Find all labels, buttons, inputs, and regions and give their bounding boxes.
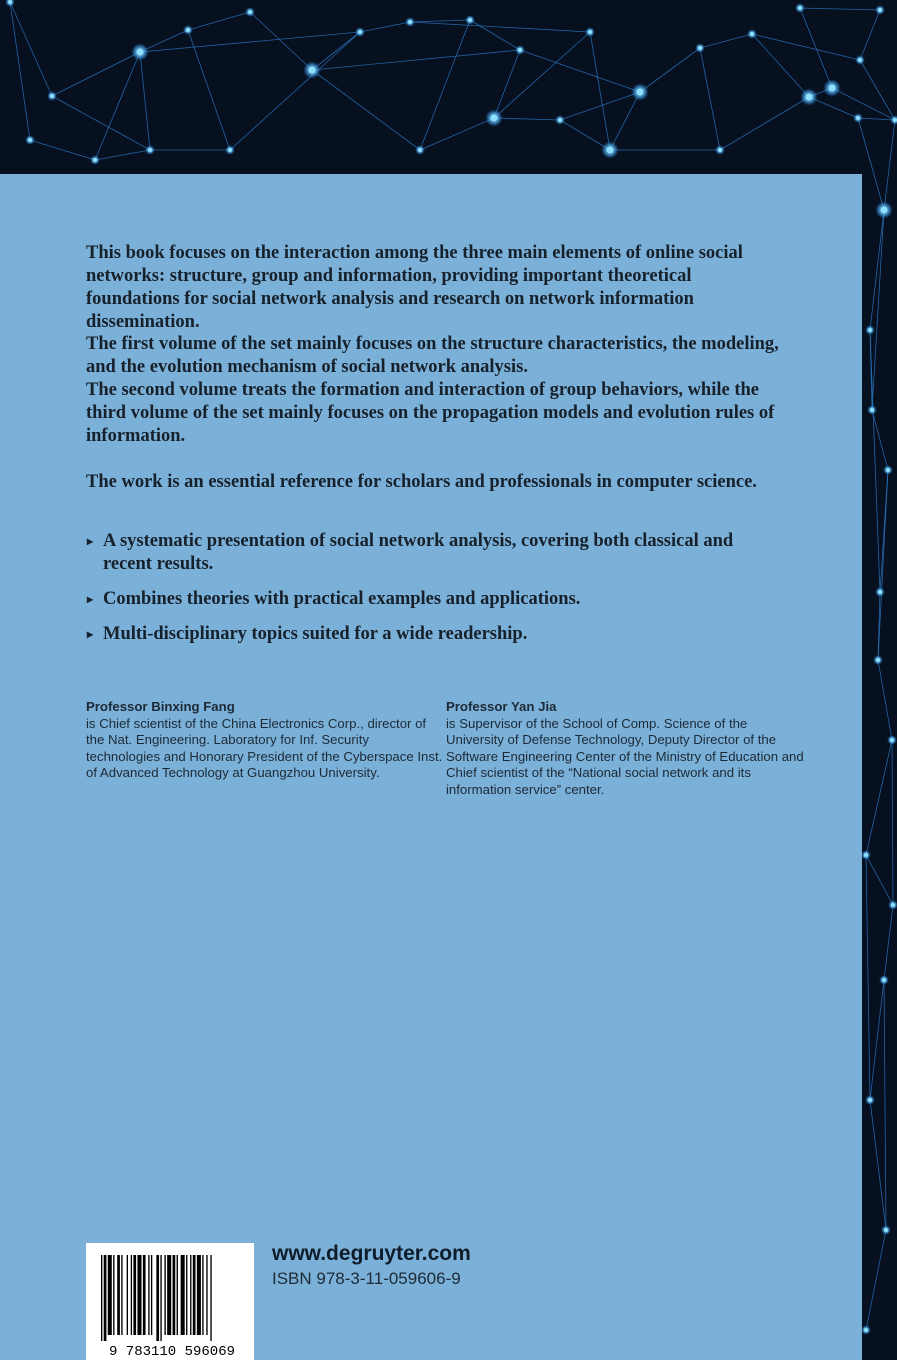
network-node: [137, 49, 144, 56]
barcode-bar: [137, 1255, 141, 1335]
network-link: [188, 12, 250, 30]
network-link: [470, 20, 520, 50]
barcode-bar: [164, 1255, 165, 1335]
network-node: [491, 115, 498, 122]
network-link: [420, 118, 494, 150]
barcode-bar: [104, 1255, 107, 1341]
barcode-bar: [101, 1255, 102, 1341]
barcode-bar: [210, 1255, 211, 1341]
network-node: [309, 67, 316, 74]
barcode-bar: [121, 1255, 122, 1335]
feature-item: [86, 623, 786, 646]
network-node: [858, 58, 862, 62]
barcode-bar: [177, 1255, 178, 1335]
network-link: [884, 120, 895, 210]
network-link: [312, 50, 520, 70]
network-link: [866, 855, 870, 1100]
network-link: [52, 52, 140, 96]
network-node: [418, 148, 422, 152]
author-bio-1: [86, 699, 446, 782]
feature-text: Multi-disciplinary topics suited for a wide readership.: [103, 624, 528, 644]
blurb-paragraph-1: This book focuses on the interaction among the three main elements of online social networks: structure, group and information, providing important theoretical foundations for social network analysis and research on network information dissemination.: [86, 243, 743, 332]
network-link: [860, 10, 880, 60]
blurb-paragraph-2-line-2: The second volume treats the formation and interaction of group behaviors, while the third volume of the set mainly focuses on the propagation models and evolution rules of information.: [86, 380, 775, 446]
barcode-bar: [167, 1255, 171, 1335]
barcode-bar: [156, 1255, 159, 1341]
feature-text: Combines theories with practical examples and applications.: [103, 589, 581, 609]
network-node: [884, 1228, 888, 1232]
network-node: [186, 28, 190, 32]
barcode-bar: [160, 1255, 161, 1341]
network-node: [468, 18, 472, 22]
network-node: [358, 30, 362, 34]
barcode-bar: [186, 1255, 187, 1335]
isbn-number: ISBN 978-3-11-059606-9: [272, 1269, 461, 1288]
barcode-bar: [117, 1255, 120, 1335]
network-node: [891, 903, 895, 907]
network-node: [228, 148, 232, 152]
barcode-bar: [197, 1255, 201, 1335]
network-node: [890, 738, 894, 742]
network-link: [884, 905, 893, 980]
network-link: [312, 32, 360, 70]
network-link: [866, 740, 892, 855]
network-link: [700, 34, 752, 48]
barcode-bar: [193, 1255, 196, 1335]
network-link: [752, 34, 860, 60]
barcode-bar: [202, 1255, 203, 1335]
barcode-bar: [206, 1255, 207, 1335]
network-link: [30, 140, 95, 160]
triangle-bullet-icon: ▸: [87, 534, 94, 548]
feature-item: [86, 588, 786, 611]
network-node: [698, 46, 702, 50]
network-node: [829, 85, 836, 92]
network-node: [881, 207, 888, 214]
feature-list: [86, 530, 786, 658]
feature-item: [86, 530, 786, 576]
network-link: [858, 118, 895, 120]
network-node: [93, 158, 97, 162]
network-link: [590, 32, 610, 150]
blurb-paragraph-2-line-1: The first volume of the set mainly focuses on the structure characteristics, the modeling, and the evolution mechanism of social network analysis.: [86, 334, 779, 377]
triangle-bullet-icon: ▸: [87, 627, 94, 641]
network-node: [408, 20, 412, 24]
author-bio-text: is Chief scientist of the China Electronics Corp., director of the Nat. Engineering. Laboratory for Inf. Security technologies and Honorary President of the Cyberspace Inst. of Advanced Technology at Guangzhou University.: [86, 715, 443, 780]
network-link: [640, 48, 700, 92]
author-bio-2: [446, 699, 806, 798]
network-link: [140, 52, 150, 150]
network-link: [884, 980, 886, 1230]
author-bio-text: is Supervisor of the School of Comp. Science of the University of Defense Technology, Deputy Director of the Software Engineering Center of the Ministry of Education and Chief scientist of the “National social network and its information service” center.: [446, 715, 804, 797]
network-node: [868, 1098, 872, 1102]
network-node: [558, 118, 562, 122]
network-link: [866, 1230, 886, 1330]
network-link: [866, 855, 893, 905]
triangle-bullet-icon: ▸: [87, 592, 94, 606]
network-node: [878, 8, 882, 12]
network-link: [95, 52, 140, 160]
network-node: [750, 32, 754, 36]
network-link: [312, 70, 420, 150]
network-link: [520, 50, 640, 92]
network-link: [410, 22, 590, 32]
network-node: [518, 48, 522, 52]
network-link: [800, 8, 832, 88]
network-link: [870, 980, 884, 1100]
network-node: [876, 658, 880, 662]
barcode-bar: [127, 1255, 128, 1335]
network-link: [10, 2, 52, 96]
blurb-paragraph-3: The work is an essential reference for scholars and professionals in computer science.: [86, 472, 757, 492]
network-link: [892, 740, 893, 905]
network-link: [752, 34, 809, 97]
barcode-bar: [181, 1255, 185, 1335]
author-name: Professor Binxing Fang: [86, 699, 235, 714]
network-node: [864, 853, 868, 857]
back-cover-panel: [0, 174, 862, 1360]
network-node: [607, 147, 614, 154]
publisher-website[interactable]: www.degruyter.com: [272, 1242, 471, 1265]
network-link: [188, 30, 230, 150]
barcode-bar: [133, 1255, 136, 1335]
network-node: [637, 89, 644, 96]
network-link: [870, 330, 880, 592]
network-node: [28, 138, 32, 142]
network-node: [8, 0, 12, 4]
network-link: [800, 8, 880, 10]
network-node: [893, 118, 897, 122]
network-link: [870, 1100, 886, 1230]
author-name: Professor Yan Jia: [446, 699, 557, 714]
network-node: [806, 94, 813, 101]
network-link: [420, 20, 470, 150]
barcode-bar: [151, 1255, 152, 1335]
network-link: [872, 210, 884, 410]
network-node: [864, 1328, 868, 1332]
network-link: [878, 470, 888, 660]
network-node: [868, 328, 872, 332]
network-link: [494, 118, 560, 120]
network-link: [494, 50, 520, 118]
feature-text: A systematic presentation of social network analysis, covering both classical and recent results.: [103, 531, 734, 574]
barcode-bar: [143, 1255, 146, 1335]
barcode-digits: 9 783110 596069: [108, 1344, 236, 1360]
network-node: [718, 148, 722, 152]
barcode-bar: [108, 1255, 112, 1335]
isbn-barcode: [86, 1243, 254, 1360]
network-node: [870, 408, 874, 412]
network-link: [878, 660, 892, 740]
network-link: [140, 32, 360, 52]
network-node: [886, 468, 890, 472]
network-link: [870, 210, 884, 330]
network-node: [882, 978, 886, 982]
network-node: [588, 30, 592, 34]
network-node: [50, 94, 54, 98]
barcode-bar: [173, 1255, 176, 1335]
network-link: [10, 2, 30, 140]
network-node: [248, 10, 252, 14]
network-node: [856, 116, 860, 120]
blurb-paragraph-2: [86, 333, 786, 448]
barcode-bar: [131, 1255, 132, 1335]
network-link: [95, 150, 150, 160]
barcode-icon: [86, 1243, 254, 1360]
network-link: [360, 22, 410, 32]
network-node: [798, 6, 802, 10]
barcode-bar: [113, 1255, 114, 1335]
network-node: [878, 590, 882, 594]
barcode-bar: [190, 1255, 191, 1335]
network-node: [148, 148, 152, 152]
network-link: [700, 48, 720, 150]
network-link: [494, 32, 590, 118]
network-link: [410, 20, 470, 22]
barcode-bar: [148, 1255, 149, 1335]
network-link: [52, 96, 150, 150]
network-link: [720, 97, 809, 150]
